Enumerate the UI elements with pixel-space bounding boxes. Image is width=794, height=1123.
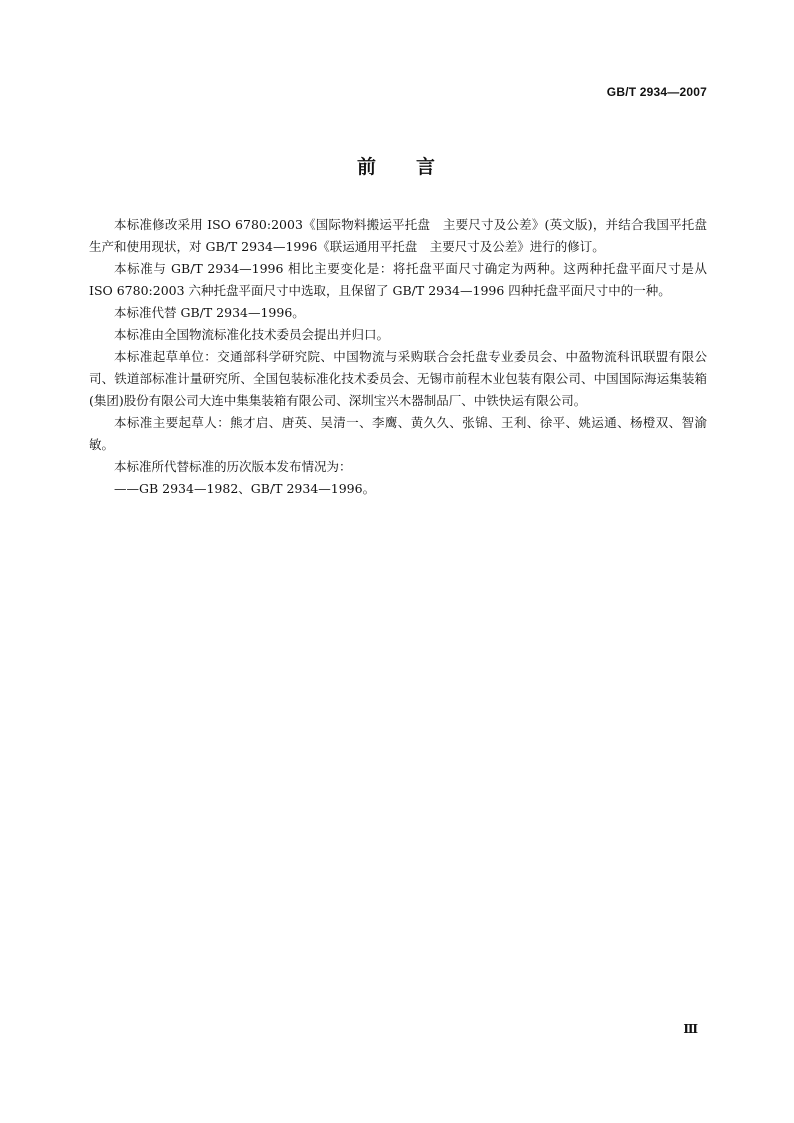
paragraph-adoption: 本标准修改采用 ISO 6780:2003《国际物料搬运平托盘 主要尺寸及公差》(英文版)，并结合我国平托盘生产和使用现状，对 GB/T 2934—1996《联运通用平托盘 主要尺寸及公差》进行的修订。: [89, 217, 707, 254]
page-title: [0, 152, 794, 179]
paragraph-history-intro: 本标准所代替标准的历次版本发布情况为：: [114, 459, 352, 474]
standard-code: GB/T 2934—2007: [606, 85, 707, 99]
page-number: Ⅲ: [683, 1022, 698, 1036]
paragraph-drafters: 本标准主要起草人：熊才启、唐英、吴清一、李鹰、黄久久、张锦、王利、徐平、姚运通、杨橙双、智渝敏。: [89, 415, 707, 452]
paragraph-changes: 本标准与 GB/T 2934—1996 相比主要变化是：将托盘平面尺寸确定为两种。这两种托盘平面尺寸是从 ISO 6780:2003 六种托盘平面尺寸中选取，且保留了 GB/T 2934—1996 四种托盘平面尺寸中的一种。: [89, 261, 707, 298]
paragraph-history-list: ——GB 2934—1982、GB/T 2934—1996。: [114, 481, 376, 496]
foreword-body: [89, 214, 707, 500]
paragraph-replaces: 本标准代替 GB/T 2934—1996。: [114, 305, 305, 320]
title-char-1: 前: [356, 156, 378, 178]
paragraph-drafting-units: 本标准起草单位：交通部科学研究院、中国物流与采购联合会托盘专业委员会、中盈物流科讯联盟有限公司、铁道部标准计量研究所、全国包装标准化技术委员会、无锡市前程木业包装有限公司、中国国际海运集装箱(集团)股份有限公司大连中集集装箱有限公司、深圳宝兴木器制品厂、中铁快运有限公司。: [89, 349, 707, 408]
title-char-2: 言: [416, 156, 438, 178]
paragraph-proposed-by: 本标准由全国物流标准化技术委员会提出并归口。: [114, 327, 390, 342]
